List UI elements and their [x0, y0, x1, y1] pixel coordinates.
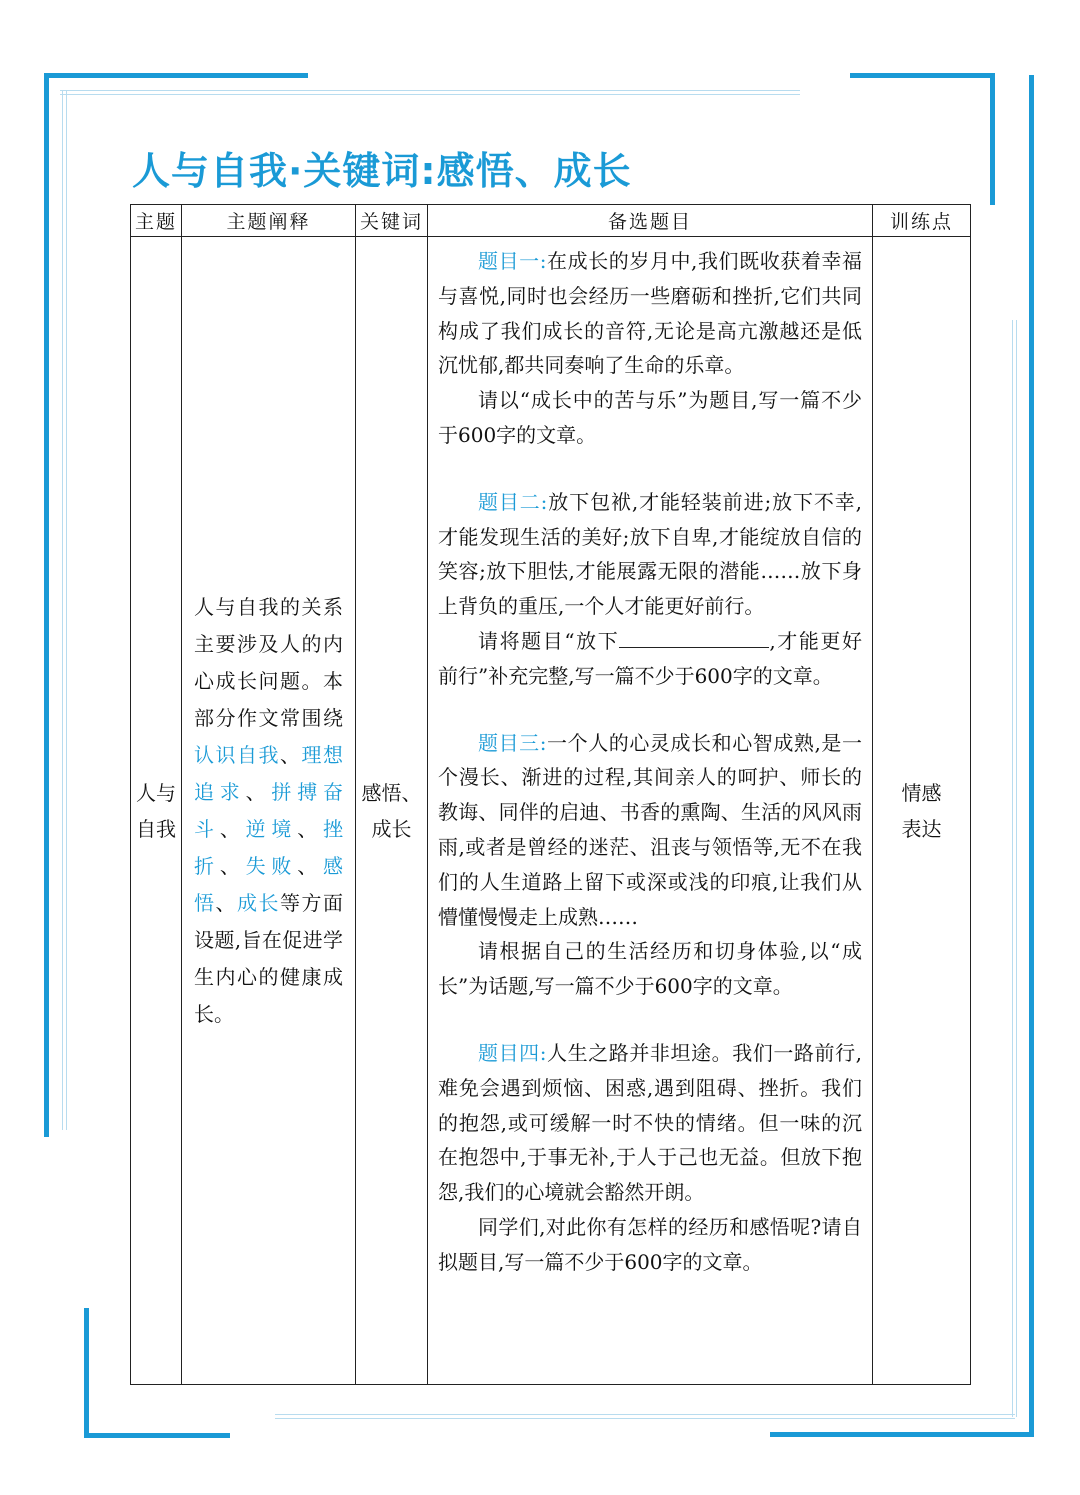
theme-line-1: 人与 — [136, 780, 176, 805]
frame-left-bottom-bar — [84, 1308, 89, 1438]
header-keywords: 关键词 — [356, 205, 428, 237]
keyword-highlight: 理想追求 — [194, 742, 343, 804]
frame-thin-left-line — [62, 90, 67, 1130]
header-theme: 主题 — [131, 205, 182, 237]
frame-thin-top-line — [60, 90, 800, 95]
keyword-highlight: 逆境 — [245, 816, 298, 841]
keyword-highlight: 认识自我 — [194, 742, 280, 767]
separator: 、 — [297, 816, 324, 841]
topic-4 — [438, 1036, 862, 1280]
keyword-highlight: 拼搏奋斗 — [194, 779, 344, 841]
separator: 、 — [219, 853, 246, 878]
topic-2-prompt — [438, 485, 862, 624]
frame-left-top-bar — [44, 73, 49, 1137]
page-title: 人与自我·关键词:感悟、成长 — [132, 149, 632, 193]
keyword-highlight: 挫折 — [194, 816, 344, 878]
header-topics: 备选题目 — [428, 205, 873, 237]
frame-top-left-bar — [44, 73, 308, 78]
frame-bottom-right-bar — [770, 1432, 1034, 1437]
theme-cell — [131, 237, 182, 1385]
topic-1-text: 在成长的岁月中,我们既收获着幸福与喜悦,同时也会经历一些磨砺和挫折,它们共同构成了我们成长的音符,无论是高亢激越还是低沉忧郁,都共同奏响了生命的乐章。 — [438, 249, 862, 378]
topics-cell — [428, 237, 873, 1385]
explanation-intro: 人与自我的关系主要涉及人的内心成长问题。本部分作文常围绕 — [194, 594, 343, 730]
keyword-highlight: 感悟 — [194, 853, 344, 915]
topic-3 — [438, 726, 862, 1004]
topic-3-text: 一个人的心灵成长和心智成熟,是一个漫长、渐进的过程,其间亲人的呵护、师长的教诲、同伴的启迪、书香的熏陶、生活的风风雨雨,或者是曾经的迷茫、沮丧与领悟等,无不在我们的人生道路上留下或深或浅的印痕,让我们从懵懂慢慢走上成熟…… — [438, 730, 862, 929]
topic-2-task-pre: 请将题目“放下 — [478, 628, 620, 653]
keywords-line-2: 成长 — [371, 816, 412, 841]
frame-thin-bottom-line — [275, 1414, 1015, 1419]
frame-right-top-bar — [990, 73, 995, 205]
essay-topics-table — [130, 204, 971, 1385]
topic-4-prompt — [438, 1036, 862, 1210]
table-header-row — [131, 205, 971, 237]
explanation-cell — [182, 237, 356, 1385]
training-line-1: 情感 — [901, 780, 942, 805]
frame-right-bottom-bar — [1029, 75, 1034, 1437]
frame-bottom-left-bar — [84, 1433, 230, 1438]
separator: 、 — [245, 779, 272, 804]
topic-3-task: 请根据自己的生活经历和切身体验,以“成长”为话题,写一篇不少于600字的文章。 — [438, 939, 862, 999]
header-training-point: 训练点 — [873, 205, 971, 237]
topic-2-label: 题目二: — [478, 489, 548, 514]
header-explanation: 主题阐释 — [182, 205, 356, 237]
topic-2-task — [438, 624, 862, 694]
table-row — [131, 237, 971, 1385]
keyword-highlight: 失败 — [245, 853, 298, 878]
explanation-outro: 等方面设题,旨在促进学生内心的健康成长。 — [194, 890, 343, 1026]
training-line-2: 表达 — [901, 816, 942, 841]
topic-2-text: 放下包袱,才能轻装前进;放下不幸,才能发现生活的美好;放下自卑,才能绽放自信的笑容;放下胆怯,才能展露无限的潜能……放下身上背负的重压,一个人才能更好前行。 — [438, 489, 863, 619]
theme-line-2: 自我 — [136, 816, 176, 841]
frame-thin-right-line — [1012, 320, 1017, 1417]
topic-1-label: 题目一: — [478, 249, 547, 273]
topic-4-text: 人生之路并非坦途。我们一路前行,难免会遇到烦恼、困惑,遇到阻碍、挫折。我们的抱怨,或可缓解一时不快的情绪。但一味的沉在抱怨中,于事无补,于人于己也无益。但放下抱怨,我们的心境就会豁然开朗。 — [438, 1040, 862, 1205]
frame-top-right-bar — [850, 73, 995, 78]
keywords-cell — [356, 237, 428, 1385]
separator: 、 — [280, 742, 302, 767]
topic-4-task: 同学们,对此你有怎样的经历和感悟呢?请自拟题目,写一篇不少于600字的文章。 — [438, 1214, 862, 1274]
fill-in-blank — [619, 625, 769, 648]
topic-1-task: 请以“成长中的苦与乐”为题目,写一篇不少于600字的文章。 — [438, 388, 862, 447]
keyword-highlight: 成长 — [237, 890, 280, 915]
topic-1-prompt — [438, 244, 862, 383]
topic-2-task-post: ,才能更好前行”补充完整,写一篇不少于600字的文章。 — [438, 628, 862, 688]
separator: 、 — [215, 890, 237, 915]
topic-2 — [438, 485, 862, 694]
separator: 、 — [219, 816, 246, 841]
topic-3-label: 题目三: — [478, 730, 547, 755]
separator: 、 — [297, 853, 324, 878]
topic-1 — [438, 244, 862, 453]
training-point-cell — [873, 237, 971, 1385]
topic-4-label: 题目四: — [478, 1040, 547, 1065]
explanation-text — [194, 589, 343, 1033]
topic-3-prompt — [438, 726, 862, 935]
keywords-line-1: 感悟、 — [361, 780, 422, 805]
